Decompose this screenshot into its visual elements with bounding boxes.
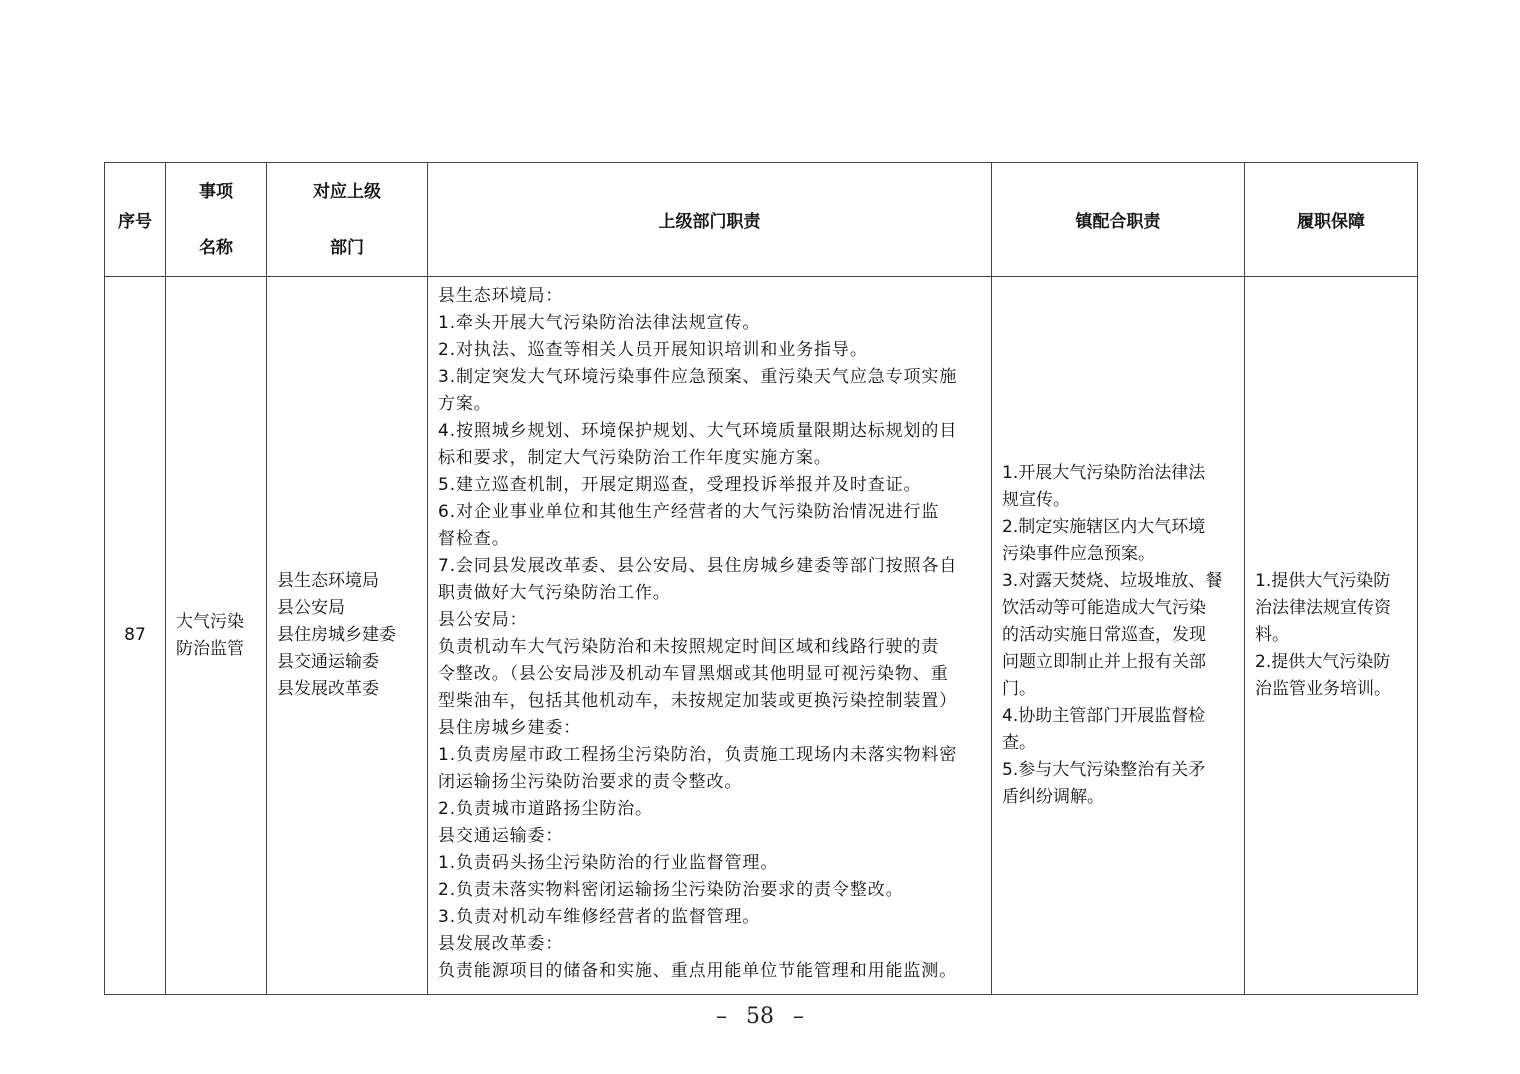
upper-duty-line: 县生态环境局：: [438, 286, 564, 306]
town-duty-line: 饮活动等可能造成大气污染: [1002, 598, 1206, 618]
town-duty-line: 的活动实施日常巡查，发现: [1002, 625, 1206, 645]
page-number: 58: [746, 1004, 774, 1029]
upper-duty-line: 闭运输扬尘污染防治要求的责令整改。: [438, 772, 743, 792]
upper-duty-line: 6.对企业事业单位和其他生产经营者的大气污染防治情况进行监: [438, 502, 940, 522]
town-duty-line: 污染事件应急预案。: [1002, 544, 1155, 564]
upper-duty-line: 1.负责房屋市政工程扬尘污染防治，负责施工现场内未落实物料密: [438, 745, 958, 765]
department-line: 县住房城乡建委: [277, 625, 396, 645]
footer-dash-left: –: [716, 1004, 727, 1029]
upper-duty-line: 方案。: [438, 394, 492, 414]
upper-duty-line: 县住房城乡建委：: [438, 718, 582, 738]
table-header-row: [105, 163, 1418, 277]
upper-duty-line: 1.牵头开展大气污染防治法律法规宣传。: [438, 313, 761, 333]
row-town-duty: [992, 277, 1245, 995]
town-duty-line: 查。: [1002, 733, 1036, 753]
department-line: 县交通运输委: [277, 652, 379, 672]
table-row: [105, 277, 1418, 995]
town-duty-line: 问题立即制止并上报有关部: [1002, 652, 1206, 672]
upper-duty-line: 县公安局：: [438, 610, 528, 630]
guarantee-line: 治法律法规宣传资: [1255, 598, 1391, 618]
header-upper-duty: 上级部门职责: [428, 163, 992, 277]
town-duty-line: 门。: [1002, 679, 1036, 699]
header-seq: 序号: [105, 163, 166, 277]
town-duty-line: 规宣传。: [1002, 490, 1070, 510]
header-item-name: [166, 163, 267, 277]
guarantee-line: 2.提供大气污染防: [1255, 652, 1391, 672]
upper-duty-line: 职责做好大气污染防治工作。: [438, 583, 671, 603]
row-seq: 87: [105, 277, 166, 995]
header-item-name-line2: 名称: [199, 237, 233, 258]
department-line: 县发展改革委: [277, 679, 379, 699]
guarantee-line: 料。: [1255, 625, 1289, 645]
duty-table: [104, 162, 1418, 995]
upper-duty-line: 型柴油车，包括其他机动车，未按规定加装或更换污染控制装置）: [438, 691, 958, 711]
upper-duty-line: 3.制定突发大气环境污染事件应急预案、重污染天气应急专项实施: [438, 367, 958, 387]
town-duty-line: 4.协助主管部门开展监督检: [1002, 706, 1206, 726]
upper-duty-line: 2.负责未落实物料密闭运输扬尘污染防治要求的责令整改。: [438, 880, 904, 900]
item-name-line: 防治监管: [176, 638, 244, 659]
guarantee-line: 治监管业务培训。: [1255, 679, 1391, 699]
header-guarantee: 履职保障: [1245, 163, 1418, 277]
guarantee-line: 1.提供大气污染防: [1255, 571, 1391, 591]
row-departments: [267, 277, 428, 995]
department-line: 县公安局: [277, 598, 345, 618]
header-department-line1: 对应上级: [313, 181, 381, 202]
town-duty-line: 2.制定实施辖区内大气环境: [1002, 517, 1206, 537]
town-duty-line: 5.参与大气污染整治有关矛: [1002, 760, 1206, 780]
upper-duty-line: 县发展改革委：: [438, 934, 564, 954]
town-duty-line: 3.对露天焚烧、垃圾堆放、餐: [1002, 571, 1223, 591]
upper-duty-line: 7.会同县发展改革委、县公安局、县住房城乡建委等部门按照各自: [438, 556, 958, 576]
footer-dash-right: –: [793, 1004, 804, 1029]
upper-duty-line: 2.对执法、巡查等相关人员开展知识培训和业务指导。: [438, 340, 868, 360]
header-item-name-line1: 事项: [199, 181, 233, 202]
upper-duty-line: 1.负责码头扬尘污染防治的行业监督管理。: [438, 853, 779, 873]
header-town-duty: 镇配合职责: [992, 163, 1245, 277]
upper-duty-line: 负责能源项目的储备和实施、重点用能单位节能管理和用能监测。: [438, 961, 958, 981]
upper-duty-line: 督检查。: [438, 529, 510, 549]
header-department-line2: 部门: [330, 237, 364, 258]
upper-duty-line: 2.负责城市道路扬尘防治。: [438, 799, 653, 819]
department-line: 县生态环境局: [277, 571, 379, 591]
header-department: [267, 163, 428, 277]
upper-duty-line: 负责机动车大气污染防治和未按照规定时间区域和线路行驶的责: [438, 637, 940, 657]
upper-duty-line: 5.建立巡查机制，开展定期巡查，受理投诉举报并及时查证。: [438, 475, 922, 495]
upper-duty-line: 标和要求，制定大气污染防治工作年度实施方案。: [438, 448, 832, 468]
town-duty-line: 1.开展大气污染防治法律法: [1002, 463, 1206, 483]
row-upper-duty: [428, 277, 992, 995]
upper-duty-line: 4.按照城乡规划、环境保护规划、大气环境质量限期达标规划的目: [438, 421, 958, 441]
upper-duty-line: 令整改。（县公安局涉及机动车冒黑烟或其他明显可视污染物、重: [438, 664, 949, 684]
town-duty-line: 盾纠纷调解。: [1002, 787, 1104, 807]
row-guarantee: [1245, 277, 1418, 995]
row-item-name: [166, 277, 267, 995]
item-name-line: 大气污染: [176, 611, 244, 632]
upper-duty-line: 3.负责对机动车维修经营者的监督管理。: [438, 907, 761, 927]
page-footer: [0, 1004, 1520, 1029]
upper-duty-line: 县交通运输委：: [438, 826, 564, 846]
